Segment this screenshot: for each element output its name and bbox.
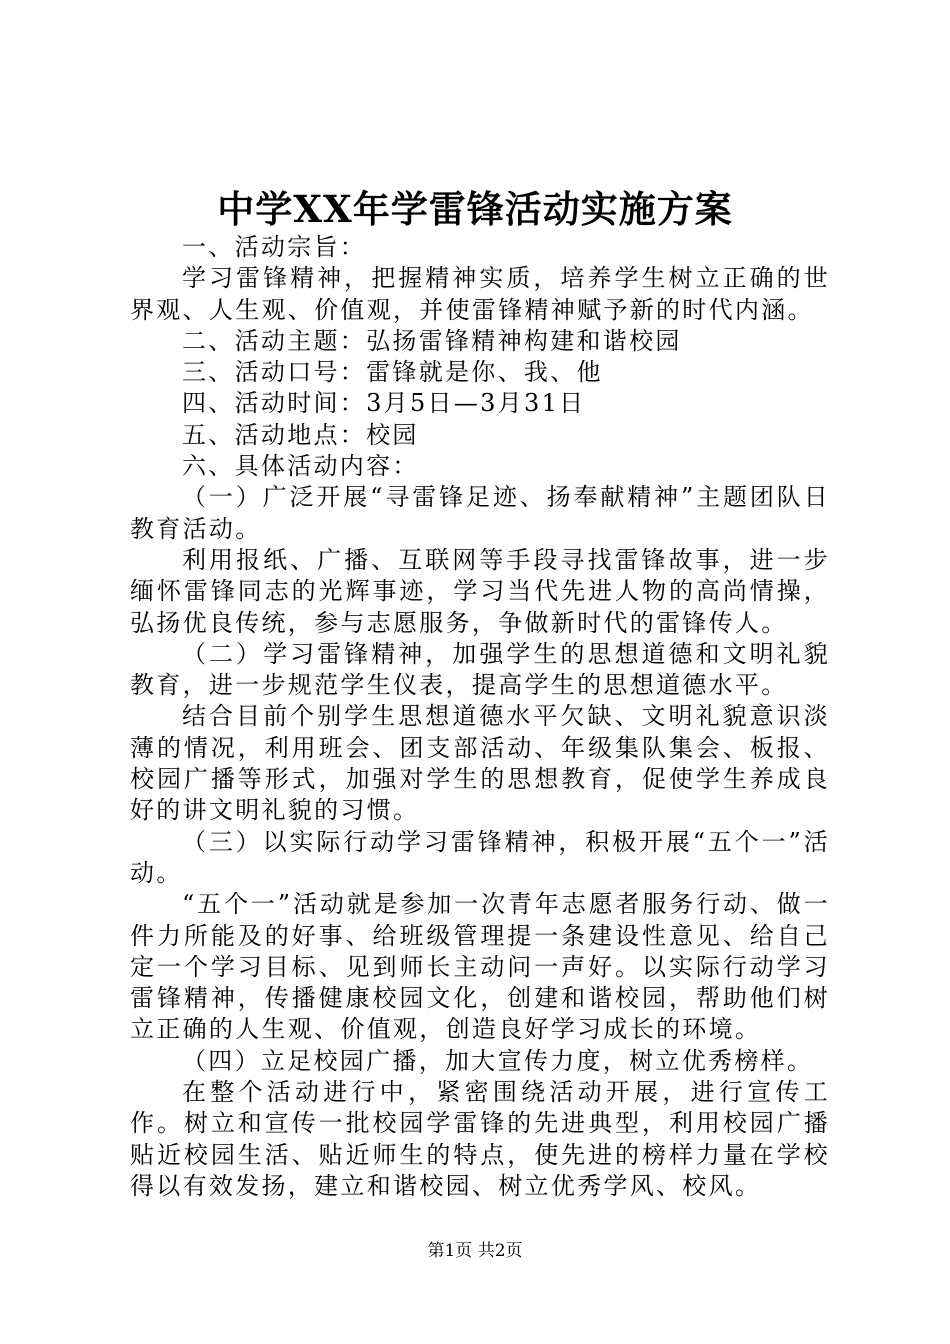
- paragraph-subsection-2: 结合目前个别学生思想道德水平欠缺、文明礼貌意识淡薄的情况，利用班会、团支部活动、年级集队集会、板报、校园广播等形式，加强对学生的思想教育，促使学生养成良好的讲文明礼貌的习惯。: [130, 702, 830, 825]
- page-footer: 第1页 共2页: [427, 1241, 523, 1261]
- section-heading-content: 六、具体活动内容：: [182, 452, 419, 481]
- subsection-heading-2: （二）学习雷锋精神，加强学生的思想道德和文明礼貌教育，进一步规范学生仪表，提高学生的思想道德水平。: [130, 639, 830, 700]
- section-heading-time: 四、活动时间：3月5日—3月31日: [182, 389, 586, 418]
- subsection-heading-3: （三）以实际行动学习雷锋精神，积极开展“五个一”活动。: [130, 827, 830, 887]
- subsection-heading-1: （一）广泛开展“寻雷锋足迹、扬奉献精神”主题团队日教育活动。: [130, 483, 830, 543]
- document-body: [130, 232, 830, 1202]
- section-heading-slogan: 三、活动口号：雷锋就是你、我、他: [182, 358, 603, 387]
- paragraph-subsection-1: 利用报纸、广播、互联网等手段寻找雷锋故事，进一步缅怀雷锋同志的光辉事迹，学习当代先进人物的高尚情操，弘扬优良传统，参与志愿服务，争做新时代的雷锋传人。: [130, 545, 830, 637]
- paragraph-subsection-4: 在整个活动进行中，紧密围绕活动开展，进行宣传工作。树立和宣传一批校园学雷锋的先进典型，利用校园广播贴近校园生活、贴近师生的特点，使先进的榜样力量在学校得以有效发扬，建立和谐校园、树立优秀学风、校风。: [130, 1078, 830, 1200]
- section-heading-purpose: 一、活动宗旨：: [182, 233, 367, 261]
- document-title: 中学XX年学雷锋活动实施方案: [217, 187, 733, 231]
- section-heading-theme: 二、活动主题：弘扬雷锋精神构建和谐校园: [182, 326, 682, 355]
- subsection-heading-4: （四）立足校园广播，加大宣传力度，树立优秀榜样。: [182, 1046, 814, 1075]
- section-heading-location: 五、活动地点：校园: [182, 420, 419, 449]
- paragraph-subsection-3: “五个一”活动就是参加一次青年志愿者服务行动、做一件力所能及的好事、给班级管理提一条建设性意见、给自己定一个学习目标、见到师长主动问一声好。以实际行动学习雷锋精神，传播健康校园文化，创建和谐校园，帮助他们树立正确的人生观、价值观，创造良好学习成长的环境。: [130, 890, 830, 1044]
- paragraph-purpose: 学习雷锋精神，把握精神实质，培养学生树立正确的世界观、人生观、价值观，并使雷锋精神赋予新的时代内涵。: [130, 264, 830, 324]
